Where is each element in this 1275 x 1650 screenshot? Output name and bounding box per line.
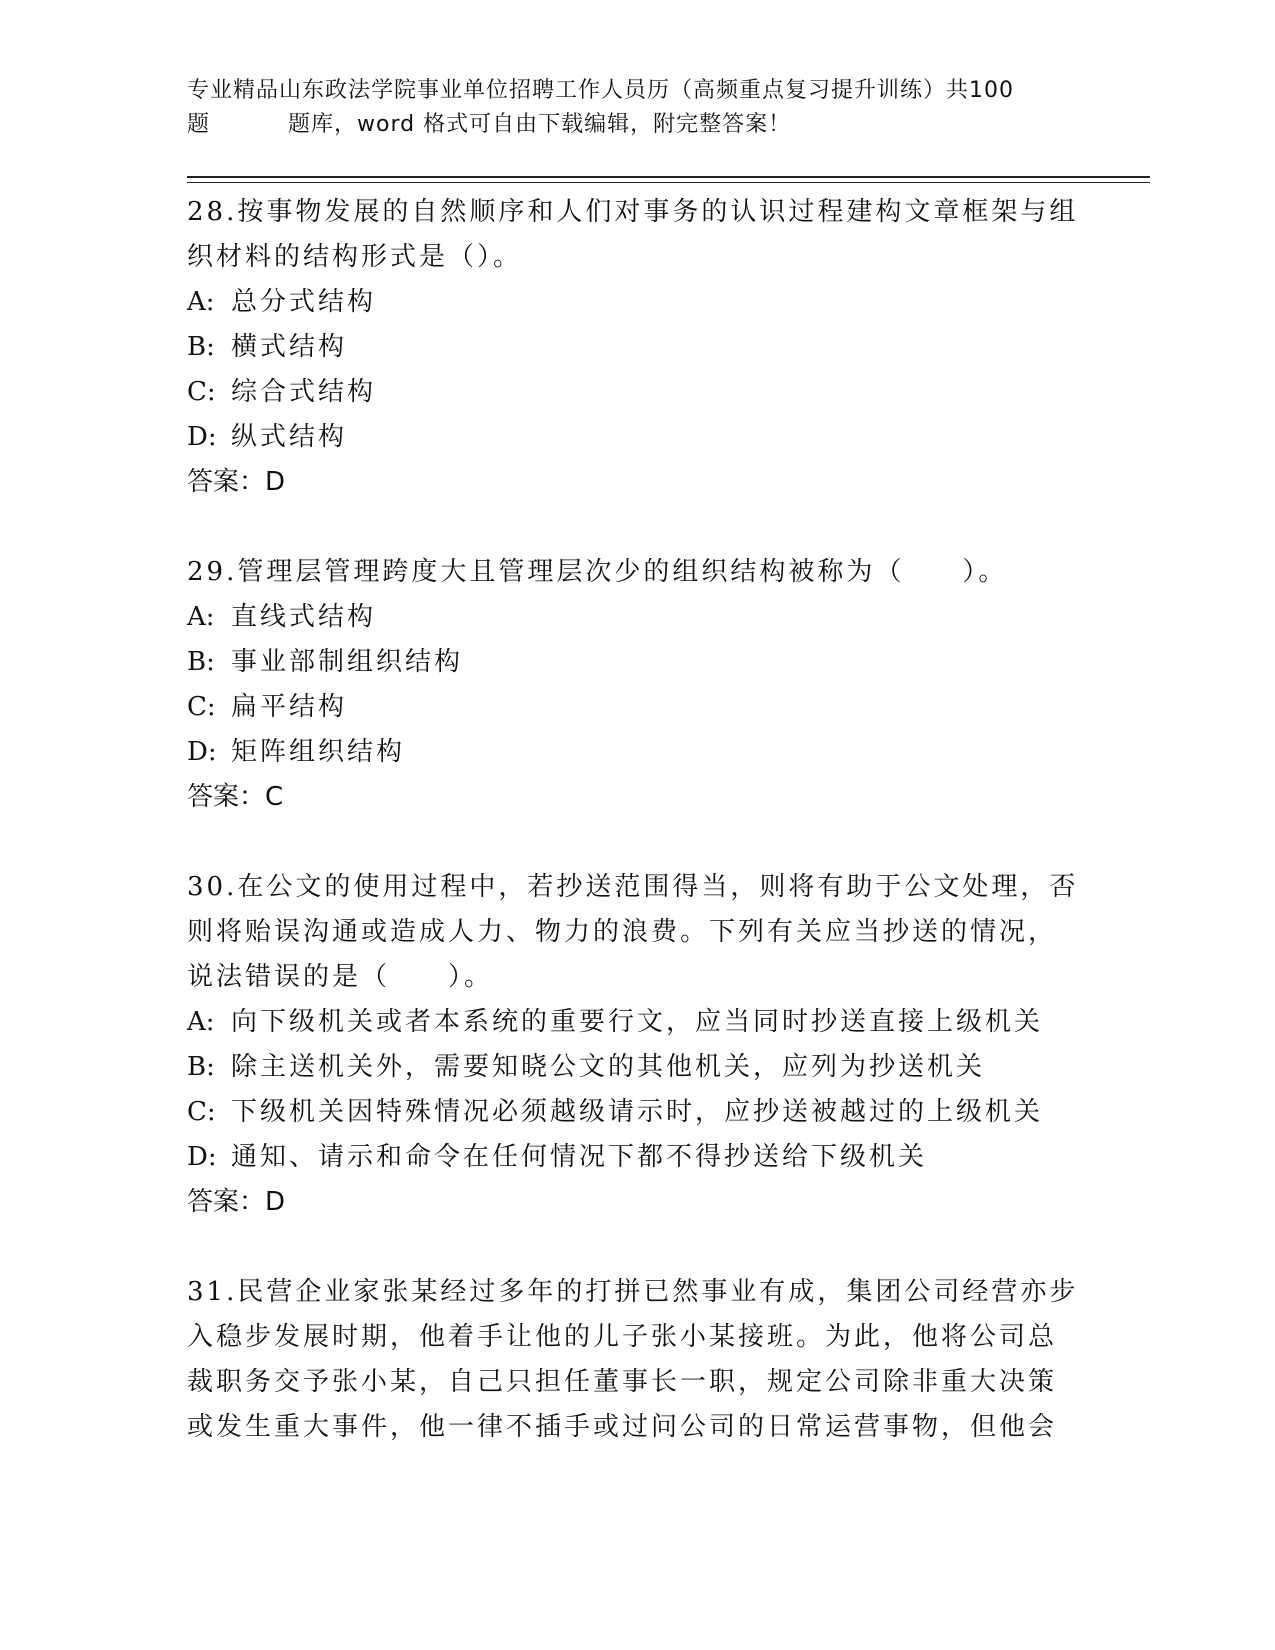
option-text: 横式结构 [231, 332, 348, 362]
question-stem-line: 则将贻误沟通或造成人力、物力的浪费。下列有关应当抄送的情况， [187, 917, 1058, 947]
option-letter: C: [187, 377, 216, 407]
header-rule-thick [187, 176, 1150, 178]
question-stem-line: 30.在公文的使用过程中，若抄送范围得当，则将有助于公文处理，否 [187, 872, 1079, 902]
question-stem-line: 或发生重大事件，他一律不插手或过问公司的日常运营事物，但他会 [187, 1412, 1058, 1442]
option-c [187, 685, 1087, 730]
question-30 [187, 865, 1087, 1225]
question-stem-line: 说法错误的是（ ）。 [187, 962, 494, 992]
option-letter: C: [187, 1097, 216, 1127]
option-c [187, 370, 1087, 415]
option-text: 总分式结构 [231, 287, 377, 317]
option-letter: B: [187, 332, 215, 362]
option-b [187, 640, 1087, 685]
header-line-2-left: 题 [187, 112, 211, 137]
question-29 [187, 550, 1087, 820]
header-line-2-right: 题库，word 格式可自由下载编辑，附完整答案！ [288, 112, 792, 137]
option-text: 下级机关因特殊情况必须越级请示时，应抄送被越过的上级机关 [231, 1097, 1044, 1127]
question-28 [187, 190, 1087, 505]
header-line-2 [187, 108, 1087, 142]
option-text: 除主送机关外，需要知晓公文的其他机关，应列为抄送机关 [231, 1052, 986, 1082]
option-text: 综合式结构 [231, 377, 377, 407]
header-rule-thin [187, 182, 1150, 183]
question-stem-line: 织材料的结构形式是（）。 [187, 242, 523, 272]
question-list [187, 190, 1087, 1450]
question-stem-line: 入稳步发展时期，他着手让他的儿子张小某接班。为此，他将公司总 [187, 1322, 1058, 1352]
option-letter: B: [187, 1052, 215, 1082]
answer-line: 答案：D [187, 1187, 286, 1217]
answer-line: 答案：C [187, 782, 284, 812]
option-b [187, 325, 1087, 370]
option-letter: A: [187, 287, 215, 317]
option-text: 扁平结构 [231, 692, 348, 722]
option-a [187, 280, 1087, 325]
question-stem-line: 29.管理层管理跨度大且管理层次少的组织结构被称为（ ）。 [187, 557, 1008, 587]
option-d [187, 1135, 1087, 1180]
option-d [187, 730, 1087, 775]
option-letter: C: [187, 692, 216, 722]
option-b [187, 1045, 1087, 1090]
answer-line: 答案：D [187, 467, 286, 497]
option-letter: B: [187, 647, 215, 677]
question-31 [187, 1270, 1087, 1450]
option-text: 直线式结构 [231, 602, 377, 632]
option-text: 向下级机关或者本系统的重要行文，应当同时抄送直接上级机关 [231, 1007, 1044, 1037]
option-text: 矩阵组织结构 [231, 737, 406, 767]
option-a [187, 1000, 1087, 1045]
option-letter: A: [187, 602, 215, 632]
option-c [187, 1090, 1087, 1135]
question-stem-line: 28.按事物发展的自然顺序和人们对事务的认识过程建构文章框架与组 [187, 197, 1079, 227]
option-d [187, 415, 1087, 460]
page-header [187, 74, 1087, 142]
option-letter: D: [187, 422, 217, 452]
option-letter: D: [187, 737, 217, 767]
option-letter: A: [187, 1007, 215, 1037]
header-line-1: 专业精品山东政法学院事业单位招聘工作人员历（高频重点复习提升训练）共100 [187, 78, 1014, 103]
option-text: 通知、请示和命令在任何情况下都不得抄送给下级机关 [231, 1142, 928, 1172]
question-stem-line: 31.民营企业家张某经过多年的打拼已然事业有成，集团公司经营亦步 [187, 1277, 1079, 1307]
option-text: 纵式结构 [231, 422, 348, 452]
option-a [187, 595, 1087, 640]
question-stem-line: 裁职务交予张小某，自己只担任董事长一职，规定公司除非重大决策 [187, 1367, 1058, 1397]
option-letter: D: [187, 1142, 217, 1172]
option-text: 事业部制组织结构 [231, 647, 464, 677]
